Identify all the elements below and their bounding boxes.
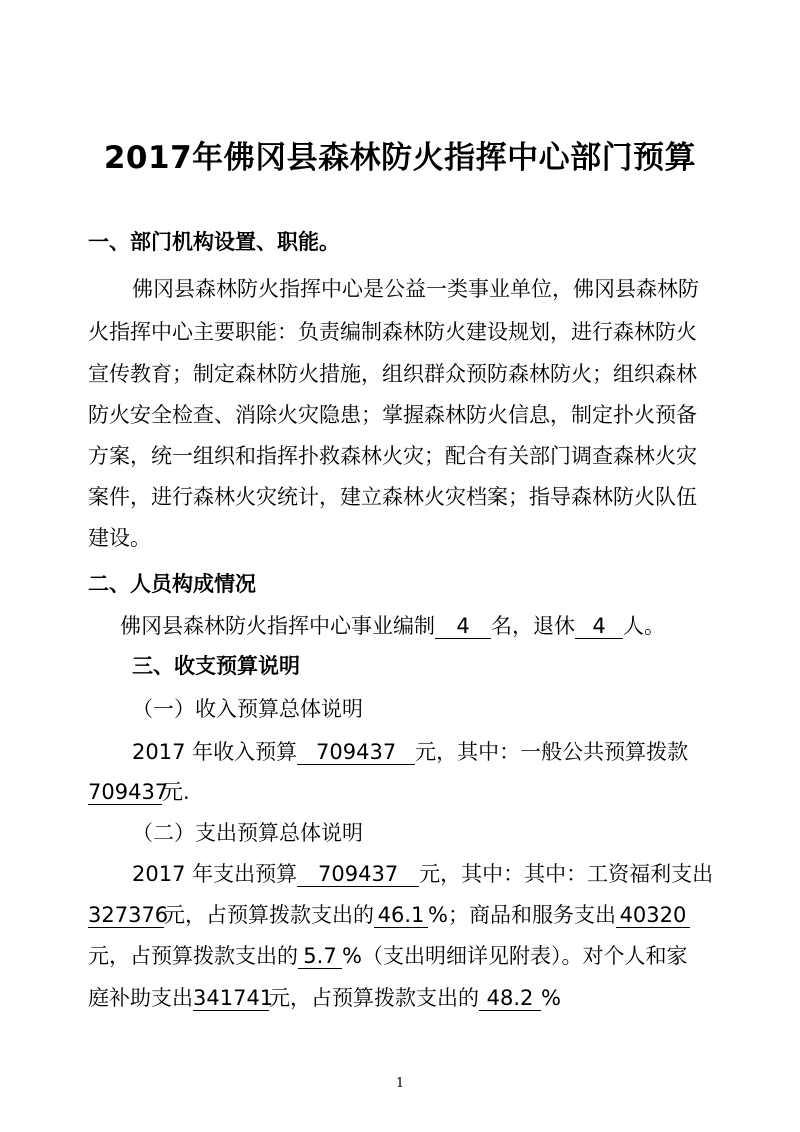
expense-heading: （二）支出预算总体说明: [132, 821, 363, 845]
staffing-line: [120, 611, 665, 641]
expense-text-a: 2017 年支出预算: [132, 862, 298, 886]
income-line-2: [88, 777, 190, 807]
expense-line-4: [88, 983, 561, 1013]
duties-line-2: 火指挥中心主要职能：负责编制森林防火建设规划，进行森林防火: [88, 320, 697, 344]
duties-line-6: 案件，进行森林火灾统计，建立森林火灾档案；指导森林防火队伍: [88, 485, 697, 509]
staffing-text-a: 佛冈县森林防火指挥中心事业编制: [120, 614, 435, 638]
income-heading: （一）收入预算总体说明: [132, 697, 363, 721]
expense-line-3: [88, 941, 687, 971]
duties-line-7: 建设。: [88, 526, 151, 550]
expense-line-2: [88, 900, 690, 930]
staffing-text-c: 人。: [623, 614, 665, 638]
expense-text-e: 元，占预算拨款支出的: [88, 944, 298, 968]
wage-percent: 46.1: [374, 903, 428, 928]
income-general-budget: 709437: [88, 780, 169, 804]
expense-total: 709437: [297, 862, 419, 887]
expense-text-c: 元，占预算拨款支出的: [164, 903, 374, 927]
retired-count: 4: [575, 614, 623, 639]
expense-text-h: 元，占预算拨款支出的: [269, 986, 479, 1010]
staffing-text-b: 名，退休: [491, 614, 575, 638]
expense-text-d: %；商品和服务支出: [428, 903, 616, 927]
section-3-heading: 三、收支预算说明: [132, 654, 300, 678]
staff-count: 4: [435, 614, 491, 639]
duties-line-1: 佛冈县森林防火指挥中心是公益一类事业单位，佛冈县森林防: [132, 277, 699, 301]
subsidy-percent: 48.2: [479, 986, 541, 1011]
income-line-1: [132, 737, 688, 767]
income-text-a: 2017 年收入预算: [132, 740, 298, 764]
expense-text-g: 庭补助支出: [88, 986, 193, 1010]
income-text-b: 元，其中：一般公共预算拨款: [415, 740, 689, 764]
duties-line-3: 宣传教育；制定森林防火措施，组织群众预防森林防火；组织森林: [88, 362, 697, 386]
duties-line-5: 方案，统一组织和指挥扑救森林火灾；配合有关部门调查森林火灾: [88, 444, 697, 468]
expense-line-1: [132, 859, 713, 889]
goods-amount: 40320: [616, 903, 690, 928]
subsidy-amount: 341741: [193, 986, 274, 1010]
income-total: 709437: [297, 740, 415, 765]
section-2-heading: 二、人员构成情况: [88, 572, 256, 596]
duties-line-4: 防火安全检查、消除火灾隐患；掌握森林防火信息，制定扑火预备: [88, 403, 697, 427]
goods-percent: 5.7: [298, 944, 342, 969]
expense-text-i: %: [541, 986, 561, 1010]
section-1-heading: 一、部门机构设置、职能。: [88, 230, 340, 254]
wage-amount: 327376: [88, 903, 169, 927]
income-text-c: 元.: [162, 780, 190, 804]
page-number: 1: [395, 1076, 405, 1091]
document-title: 2017年佛冈县森林防火指挥中心部门预算: [103, 140, 697, 176]
expense-text-b: 元，其中：其中：工资福利支出: [419, 862, 714, 886]
expense-text-f: %（支出明细详见附表）。对个人和家: [342, 944, 688, 968]
